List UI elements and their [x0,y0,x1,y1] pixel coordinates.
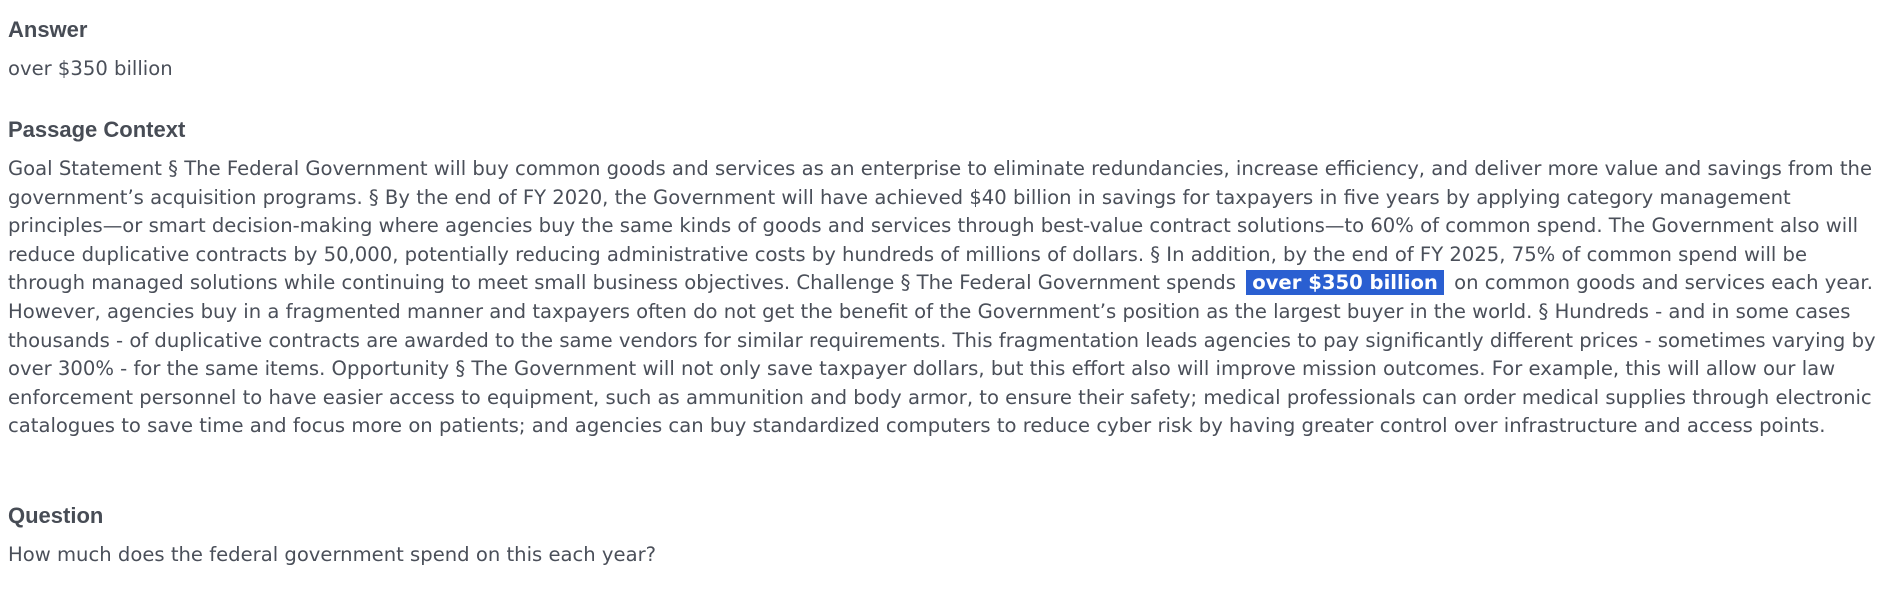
passage-text-after: on common goods and services each year. However, agencies buy in a fragmented manner and taxpayers often do not get the benefit of the Government’s position as the largest buyer in the world. § Hundreds - and in some cases thousands - of duplicative contracts are awarded to the same vendors for similar requirements. This fragmentation leads agencies to pay significantly different prices - sometimes varying by over 300% - for the same items. Opportunity § The Government will not only save taxpayer dollars, but this effort also will improve mission outcomes. For example, this will allow our law enforcement personnel to have easier access to equipment, such as ammunition and body armor, to ensure their safety; medical professionals can order medical supplies through electronic catalogues to save time and focus more on patients; and agencies can buy standardized computers to reduce cyber risk by having greater control over infrastructure and access points. [8,271,1876,438]
passage-text-before: Goal Statement § The Federal Government will buy common goods and services as an enterprise to eliminate redundancies, increase efficiency, and deliver more value and savings from the government’s acquisition programs. § By the end of FY 2020, the Government will have achieved $40 billion in savings for taxpayers in five years by applying category management principles—or smart decision-making where agencies buy the same kinds of goods and services through best-value contract solutions—to 60% of common spend. The Government also will reduce duplicative contracts by 50,000, potentially reducing administrative costs by hundreds of millions of dollars. § In addition, by the end of FY 2025, 75% of common spend will be through managed solutions while continuing to meet small business objectives. Challenge § The Federal Government spends [8,157,1872,295]
answer-heading: Answer [8,17,88,42]
passage-context-heading: Passage Context [8,117,186,142]
question-heading: Question [8,503,104,528]
answer-text: over $350 billion [8,57,173,80]
answer-highlight: over $350 billion [1246,270,1444,295]
passage-context-text [8,155,1890,441]
question-text: How much does the federal government spend on this each year? [8,543,657,566]
